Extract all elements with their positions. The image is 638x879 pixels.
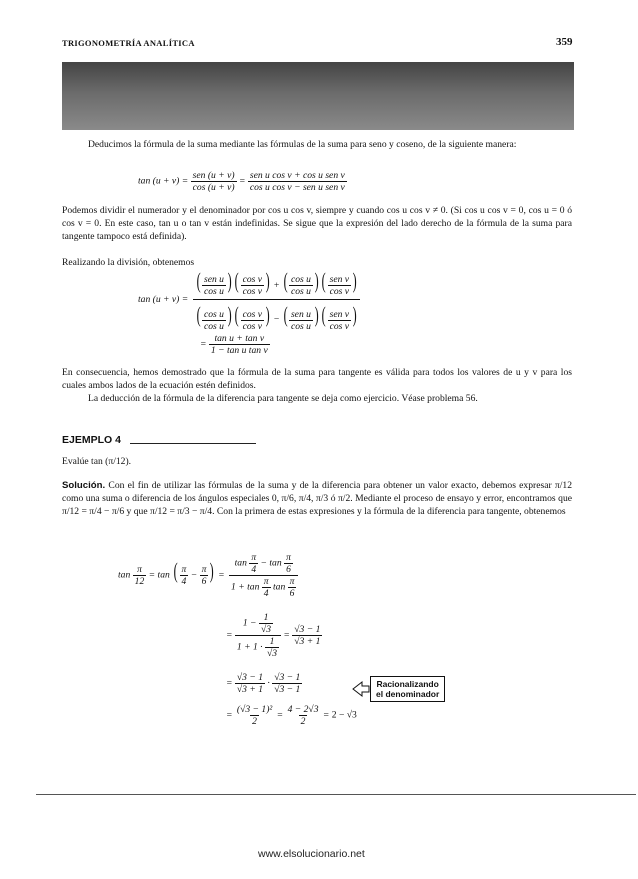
rationalize-callout [370, 676, 445, 702]
equation-sum-formula: tan (u + v) = $\frac{\text{sen (u + v)}}{\cos (u + v)}$ = $\frac{\text{sen u cos v + cos u sen v}}{\text{cos u cos v − sen u sen v}}$ [138, 170, 345, 193]
eq1-frac1-den: cos (u + v) [192, 182, 235, 193]
eq2-result-den: 1 − tan u tan v [210, 345, 268, 356]
eq2-numerator: ( $\frac{\text{sen u}}{\text{cos u}}$ ) ( $\frac{\text{cos v}}{\text{cos v}}$ ) + ( $\frac{\text{cos u}}{\text{cos u}}$ ) ( $\frac{\text{sen v}}{\text{cos v}}$ ) [196, 268, 357, 298]
intro-paragraph-4: En consecuencia, hemos demostrado que la fórmula de la suma para tangente es válida para todos los valores de u y v para los cuales ambos lados de la ecuación estén definidos. [62, 367, 572, 391]
intro-paragraph-2: Podemos dividir el numerador y el denominador por cos u cos v, siempre y cuando cos u cos v ≠ 0. (Si cos u cos v = 0, cos u = 0 ó cos v = 0. En este caso, tan u o tan v están indefinidas. Se sigue que la expresión del lado derecho de la fórmula de la suma para tangente tampoco está definida). [62, 205, 572, 242]
eq1-frac2-den: cos u cos v − sen u sen v [249, 182, 345, 193]
computation-step-2: = 1 − $\frac{1}{√3}$ 1 + 1 · $\frac{1}{√3}$ = $\frac{√3 - 1}{√3 + 1}$ [226, 612, 321, 659]
eq1-frac1-num: sen (u + v) [192, 170, 235, 181]
callout-line-2: el denominador [376, 689, 440, 699]
eq1-frac2-num: sen u cos v + cos u sen v [249, 170, 345, 181]
callout-arrow-icon [352, 680, 370, 698]
computation-step-3: = $\frac{√3 - 1}{√3 + 1}$ · $\frac{√3 - 1}{√3 - 1}$ [226, 672, 301, 695]
eq2-result: = $\frac{\text{tan u + tan v}}{\text{1 − tan u tan v}}$ [200, 333, 268, 356]
example-prompt: Evalúe tan (π/12). [62, 456, 132, 467]
running-header: TRIGONOMETRÍA ANALÍTICA [62, 38, 195, 48]
eq2-result-num: tan u + tan v [214, 333, 265, 344]
solution-label: Solución. [62, 480, 106, 491]
final-answer: 2 − √3 [331, 709, 357, 721]
footer-url[interactable]: www.elsolucionario.net [258, 848, 365, 860]
bottom-rule [36, 794, 636, 795]
intro-paragraph-1: Deducimos la fórmula de la suma mediante las fórmulas de la suma para seno y coseno, de la siguiente manera: [88, 139, 517, 150]
eq2-denominator: ( $\frac{\text{cos u}}{\text{cos u}}$ ) ( $\frac{\text{cos v}}{\text{cos v}}$ ) − ( $\frac{\text{sen u}}{\text{cos u}}$ ) ( $\frac{\text{sen v}}{\text{cos v}}$ ) [193, 299, 361, 331]
solution-text: Con el fin de utilizar las fórmulas de la suma y de la diferencia para obtener un valor exacto, debemos expresar π/12 como una suma o diferencia de los ángulos especiales 0, π/6, π/4, π/3 ó π/2. Mediante el proceso de ensayo y error, encontramos que π/12 = π/4 − π/6 y que π/12 = π/3 − π/4. Con la primera de estas expresiones y la fórmula de la diferencia para tangente, obtenemos [62, 480, 572, 517]
example-title-rule [130, 443, 256, 444]
callout-line-1: Racionalizando [376, 679, 439, 689]
equation-division [138, 268, 360, 332]
intro-paragraph-5: La deducción de la fórmula de la diferencia para tangente se deja como ejercicio. Véase problema 56. [88, 393, 478, 404]
page-number: 359 [556, 36, 573, 48]
eq2-lhs: tan (u + v) = [138, 294, 189, 306]
example-title: EJEMPLO 4 [62, 434, 121, 446]
solution-paragraph [62, 479, 572, 518]
intro-paragraph-3: Realizando la división, obtenemos [62, 257, 195, 268]
computation-step-1: tan $\frac{\pi}{12}$ = tan ( $\frac{\pi}{4}$ − $\frac{\pi}{6}$ ) = tan $\frac{\pi}{4}$ − tan $\frac{\pi}{6}$ 1 + tan $\frac{\pi}{4}$ tan $\frac{\pi}{6}$ [118, 552, 298, 599]
eq1-lhs: tan (u + v) = [138, 175, 189, 187]
computation-step-4: = $\frac{\text{(√3 − 1)²}}{2}$ = $\frac{4 - 2√3}{2}$ = 2 − √3 [226, 704, 357, 727]
header-image-band [62, 62, 574, 130]
